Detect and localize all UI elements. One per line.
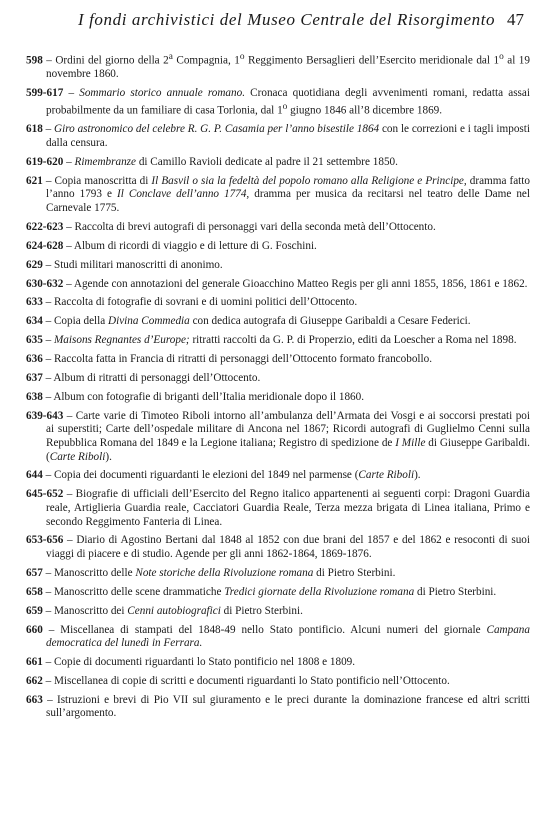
entry-text: – Carte varie di Timoteo Riboli intorno all’ambulanza dell’Armata dei Vosgi e ai soccorsi prestati poi ai superstiti; Carte dell’ospedale militare di Ancona nel 1867; Ricordi autografi di Guglielmo Cenni sulla Repubblica Romana del 1849 e la Legione italiana; Registro di spedizione de <box>46 409 530 449</box>
entry-text: dramma fatto l’anno 1793 e <box>46 174 530 201</box>
entry-text: ). <box>105 450 112 463</box>
entry-list <box>26 51 530 726</box>
entry-text: ). <box>414 469 421 482</box>
italic-title: Campana democratica del lunedì in Ferrara. <box>46 623 530 650</box>
entry-number: 635 <box>26 334 43 347</box>
entry-text: – Copia dei documenti riguardanti le elezioni del 1849 nel parmense ( <box>42 469 359 482</box>
entry-number: 658 <box>26 585 43 598</box>
entry-text: – Album di ritratti di personaggi dell’Ottocento. <box>42 372 261 385</box>
catalog-entry <box>26 123 530 150</box>
catalog-entry <box>26 469 530 483</box>
entry-text: Compagnia, 1 <box>172 54 240 67</box>
entry-text: – Album di ricordi di viaggio e di letture di G. Foschini. <box>63 239 317 252</box>
entry-text: – Miscellanea di stampati del 1848-49 nello Stato pontificio. Alcuni numeri del giornale <box>42 623 487 636</box>
entry-text: – Diario di Agostino Bertani dal 1848 al 1852 con due brani del 1857 e del 1862 e resoconti di suoi viaggi di piacere e di studio. Agende per gli anni 1862-1864, 1869-1876. <box>46 534 530 561</box>
entry-text: di Pietro Sterbini. <box>220 604 303 617</box>
catalog-entry <box>26 315 530 329</box>
entry-text: – Album con fotografie di briganti dell’Italia meridionale dopo il 1860. <box>42 390 365 403</box>
entry-number: 653-656 <box>26 534 64 547</box>
entry-number: 637 <box>26 372 43 385</box>
entry-text: Cronaca quotidiana degli avvenimenti romani, redatta assai probabilmente da un familiare di casa Torlonia, dal 1 <box>46 87 530 117</box>
entry-number: 657 <box>26 566 43 579</box>
italic-title: Il Conclave dell’anno 1774, <box>117 188 250 201</box>
entry-number: 660 <box>26 623 43 636</box>
entry-text: – <box>42 123 55 136</box>
catalog-entry <box>26 175 530 216</box>
entry-text: – Agende con annotazioni del generale Gioacchino Matteo Regis per gli anni 1855, 1856, 1861 e 1862. <box>63 277 528 290</box>
catalog-entry <box>26 567 530 581</box>
entry-number: 599-617 <box>26 87 64 100</box>
catalog-entry <box>26 334 530 348</box>
catalog-entry <box>26 87 530 118</box>
italic-title: Rimembranze <box>74 155 137 168</box>
entry-number: 662 <box>26 674 43 687</box>
entry-text: di Camillo Ravioli dedicate al padre il 21 settembre 1850. <box>136 155 398 168</box>
italic-title: Maisons Regnantes d’Europe; <box>53 334 190 347</box>
entry-number: 622-623 <box>26 220 64 233</box>
entry-text: – Copia della <box>42 315 109 328</box>
entry-number: 645-652 <box>26 488 64 501</box>
catalog-entry <box>26 259 530 273</box>
entry-number: 663 <box>26 693 43 706</box>
catalog-entry <box>26 353 530 367</box>
entry-number: 621 <box>26 174 43 187</box>
running-header <box>0 10 550 34</box>
entry-number: 661 <box>26 656 43 669</box>
catalog-entry <box>26 296 530 310</box>
entry-text: al 19 novembre 1860. <box>46 54 530 81</box>
entry-number: 618 <box>26 123 43 136</box>
entry-text: – Miscellanea di copie di scritti e documenti riguardanti lo Stato pontificio nell’Ottocento. <box>42 674 450 687</box>
entry-text: di Giuseppe Garibaldi. ( <box>46 436 530 463</box>
entry-number: 639-643 <box>26 409 64 422</box>
catalog-entry <box>26 694 530 721</box>
entry-number: 630-632 <box>26 277 64 290</box>
italic-title: Note storiche della Rivoluzione romana <box>135 566 314 579</box>
catalog-entry <box>26 221 530 235</box>
italic-title: I Mille <box>395 436 426 449</box>
entry-text: – Manoscritto delle scene drammatiche <box>42 585 225 598</box>
catalog-entry <box>26 624 530 651</box>
entry-text: Reggimento Bersaglieri dell’Esercito meridionale dal 1 <box>244 54 500 67</box>
entry-number: 638 <box>26 390 43 403</box>
italic-title: Carte Riboli <box>49 450 106 463</box>
entry-text: giugno 1846 all’8 dicembre 1869. <box>287 104 443 117</box>
running-title: I fondi archivistici del Museo Centrale del Risorgimento <box>78 10 496 29</box>
entry-text: – Ordini del giorno della 2 <box>42 54 169 67</box>
entry-text: ritratti raccolti da G. P. di Properzio, editi da Loescher a Roma nel 1898. <box>189 334 517 347</box>
italic-title: Tredici giornate della Rivoluzione romana <box>224 585 415 598</box>
entry-number: 634 <box>26 315 43 328</box>
italic-title: Il Basvil o sia la fedeltà del popolo romano alla Religione e Principe, <box>151 174 467 187</box>
entry-text: – Istruzioni e brevi di Pio VII sul giuramento e le preci durante la dominazione francese ed altri scritti sull’argomento. <box>42 693 530 720</box>
entry-text: dramma per musica da recitarsi nel teatro delle Dame nel Carnevale 1775. <box>46 188 530 214</box>
entry-text: – <box>42 334 54 347</box>
ordinal-superscript: o <box>239 52 245 62</box>
italic-title: Sommario storico annuale romano. <box>79 87 246 100</box>
catalog-entry <box>26 605 530 619</box>
entry-text: – <box>63 155 75 168</box>
catalog-entry <box>26 534 530 561</box>
entry-text: – Biografie di ufficiali dell’Esercito del Regno italico appartenenti ai seguenti corpi: Dragoni Guardia reale, Artiglieria Guardia reale, Cacciatori Guardia Reale, Terza mezza brigata di Linea italiana, Primo e secondo Reggimento Fanteria di Linea. <box>46 488 530 528</box>
catalog-entry <box>26 656 530 670</box>
ordinal-superscript: o <box>499 52 504 62</box>
entry-number: 629 <box>26 258 43 271</box>
entry-text: – <box>63 87 80 100</box>
italic-title: Giro astronomico del celebre R. G. P. Casamia per l’anno bisestile 1864 <box>54 123 380 136</box>
entry-text: con dedica autografa di Giuseppe Garibaldi a Cesare Federici. <box>189 315 471 328</box>
entry-text: di Pietro Sterbini. <box>313 566 396 579</box>
catalog-entry <box>26 51 530 82</box>
entry-text: – Copia manoscritta di <box>42 174 152 187</box>
italic-title: Divina Commedia <box>108 315 190 328</box>
catalog-entry <box>26 240 530 254</box>
entry-text: – Copie di documenti riguardanti lo Stato pontificio nel 1808 e 1809. <box>42 656 356 669</box>
entry-number: 598 <box>26 54 43 67</box>
entry-text: – Raccolta di brevi autografi di personaggi vari della seconda metà dell’Ottocento. <box>63 220 436 233</box>
catalog-entry <box>26 675 530 689</box>
entry-number: 644 <box>26 469 43 482</box>
entry-text: – Studi militari manoscritti di anonimo. <box>42 258 223 271</box>
catalog-entry <box>26 391 530 405</box>
entry-text: di Pietro Sterbini. <box>414 585 497 598</box>
catalog-entry <box>26 372 530 386</box>
entry-number: 659 <box>26 604 43 617</box>
catalog-entry <box>26 410 530 464</box>
ordinal-superscript: o <box>282 101 288 112</box>
catalog-entry <box>26 278 530 292</box>
italic-title: Carte Riboli <box>358 469 415 482</box>
entry-number: 636 <box>26 353 43 366</box>
entry-text: – Raccolta fatta in Francia di ritratti di personaggi dell’Ottocento formato francobollo. <box>42 353 433 366</box>
entry-number: 633 <box>26 296 43 309</box>
entry-text: – Raccolta di fotografie di sovrani e di uomini politici dell’Ottocento. <box>42 296 358 309</box>
catalog-entry <box>26 586 530 600</box>
catalog-entry <box>26 488 530 529</box>
entry-number: 619-620 <box>26 155 64 168</box>
entry-text: – Manoscritto delle <box>42 566 136 579</box>
entry-text: – Manoscritto dei <box>42 604 128 617</box>
entry-text: con le correzioni e i tagli imposti dalla censura. <box>46 123 530 150</box>
italic-title: Cenni autobiografici <box>127 604 221 617</box>
ordinal-superscript: a <box>168 52 173 62</box>
page-number: 47 <box>507 10 524 29</box>
catalog-entry <box>26 156 530 170</box>
entry-number: 624-628 <box>26 239 64 252</box>
